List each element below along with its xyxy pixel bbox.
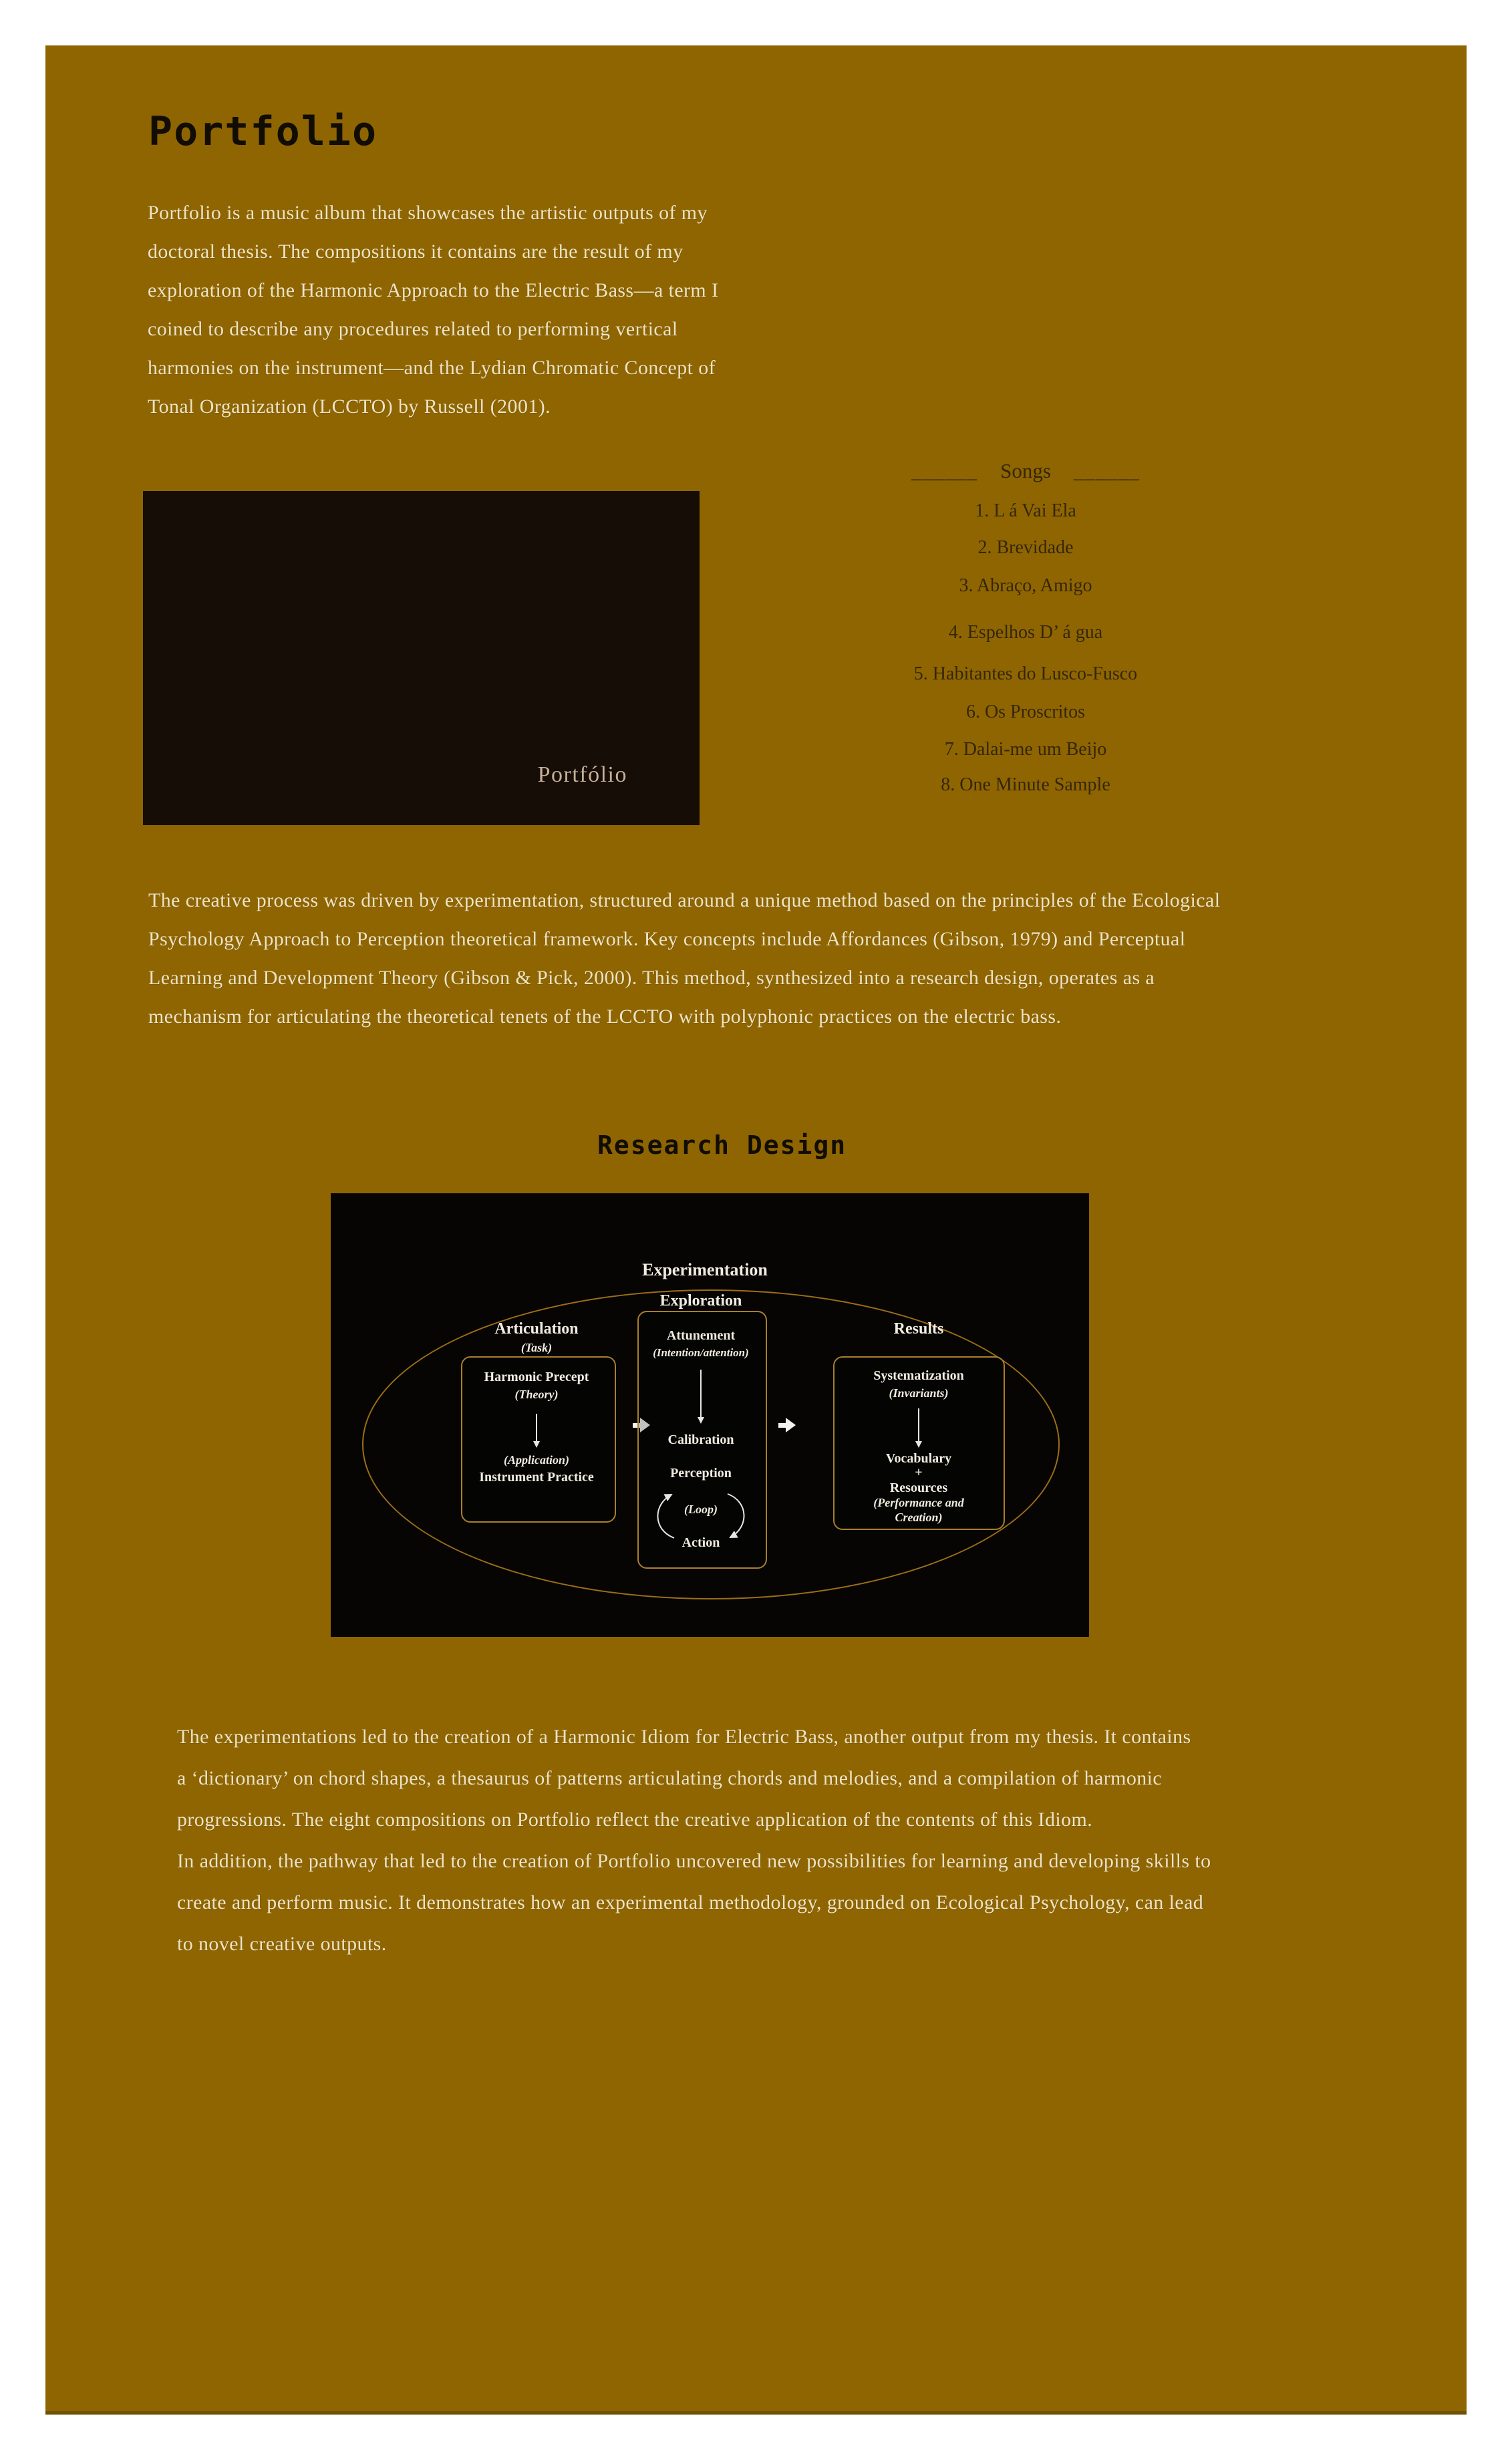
intro-line: Tonal Organization (LCCTO) by Russell (2001). bbox=[148, 396, 551, 418]
songs-heading-rule-left: ______ bbox=[911, 459, 978, 482]
perception-text: Perception bbox=[670, 1466, 732, 1481]
method-paragraph bbox=[148, 881, 1220, 1036]
down-arrow-icon bbox=[536, 1414, 537, 1442]
plus-text: + bbox=[915, 1465, 923, 1480]
song-item: 3. Abraço, Amigo bbox=[959, 575, 1092, 596]
invariants-text: (Invariants) bbox=[889, 1386, 949, 1400]
intro-line: harmonies on the instrument—and the Lydian Chromatic Concept of bbox=[148, 357, 716, 379]
songs-heading-label: Songs bbox=[1000, 459, 1051, 482]
outro-line: a ‘dictionary’ on chord shapes, a thesaurus of patterns articulating chords and melodies, and a compilation of harmonic bbox=[177, 1767, 1163, 1789]
right-arrow-icon bbox=[778, 1418, 796, 1432]
intro-line: exploration of the Harmonic Approach to the Electric Bass—a term I bbox=[148, 279, 719, 301]
resources-text: Resources bbox=[889, 1481, 948, 1495]
outro-line: to novel creative outputs. bbox=[177, 1933, 387, 1955]
harmonic-precept-text: Harmonic Precept bbox=[484, 1370, 589, 1384]
method-line: Learning and Development Theory (Gibson & Pick, 2000). This method, synthesized into a research design, operates as a bbox=[148, 967, 1155, 989]
task-sublabel: (Task) bbox=[520, 1341, 553, 1354]
page-title: Portfolio bbox=[148, 108, 378, 155]
vocabulary-text: Vocabulary bbox=[885, 1451, 952, 1466]
outro-line: The experimentations led to the creation of a Harmonic Idiom for Electric Bass, another output from my thesis. It contains bbox=[177, 1726, 1191, 1748]
method-line: The creative process was driven by experimentation, structured around a unique method based on the principles of the Ecological bbox=[148, 889, 1221, 911]
creation-text: Creation) bbox=[895, 1511, 943, 1524]
song-item: 4. Espelhos D’ á gua bbox=[948, 622, 1103, 643]
song-item: 2. Brevidade bbox=[977, 537, 1074, 558]
down-arrow-icon bbox=[700, 1370, 702, 1418]
outro-line: progressions. The eight compositions on Portfolio reflect the creative application of the contents of this Idiom. bbox=[177, 1809, 1093, 1831]
album-caption: Portfólio bbox=[537, 762, 627, 787]
song-item: 8. One Minute Sample bbox=[941, 774, 1110, 795]
performance-and-text: (Performance and bbox=[873, 1496, 964, 1509]
outro-line: In addition, the pathway that led to the creation of Portfolio uncovered new possibilities for learning and developing skills to bbox=[177, 1850, 1211, 1872]
method-line: Psychology Approach to Perception theoretical framework. Key concepts include Affordances (Gibson, 1979) and Perceptual bbox=[148, 928, 1186, 950]
outro-line: create and perform music. It demonstrates how an experimental methodology, grounded on Ecological Psychology, can lead bbox=[177, 1891, 1204, 1913]
intro-paragraph bbox=[148, 194, 718, 426]
album-cover-image bbox=[143, 491, 700, 825]
content-page bbox=[45, 45, 1467, 2415]
application-text: (Application) bbox=[504, 1453, 569, 1467]
research-diagram bbox=[331, 1193, 1089, 1637]
songs-section bbox=[865, 456, 1186, 798]
results-label: Results bbox=[893, 1320, 944, 1338]
action-text: Action bbox=[682, 1535, 720, 1550]
research-design-heading: Research Design bbox=[597, 1130, 847, 1160]
song-item: 5. Habitantes do Lusco-Fusco bbox=[913, 663, 1138, 684]
songs-heading bbox=[865, 456, 1186, 486]
articulation-label: Articulation bbox=[494, 1320, 579, 1338]
systematization-text: Systematization bbox=[873, 1368, 964, 1383]
intro-line: coined to describe any procedures related to performing vertical bbox=[148, 318, 678, 340]
outro-paragraph bbox=[177, 1716, 1211, 1965]
loop-text: (Loop) bbox=[684, 1503, 718, 1516]
song-item: 7. Dalai-me um Beijo bbox=[944, 739, 1107, 760]
intro-line: doctoral thesis. The compositions it contains are the result of my bbox=[148, 241, 684, 263]
song-item: 1. L á Vai Ela bbox=[975, 500, 1076, 521]
song-list bbox=[865, 498, 1186, 798]
method-line: mechanism for articulating the theoretical tenets of the LCCTO with polyphonic practices on the electric bass. bbox=[148, 1006, 1062, 1028]
intention-attention-text: (Intention/attention) bbox=[653, 1346, 749, 1359]
down-arrow-icon bbox=[918, 1408, 919, 1442]
song-item: 6. Os Proscritos bbox=[965, 702, 1086, 722]
intro-line: Portfolio is a music album that showcases the artistic outputs of my bbox=[148, 202, 708, 224]
exploration-label: Exploration bbox=[659, 1292, 742, 1310]
diagram-top-label: Experimentation bbox=[642, 1260, 768, 1279]
attunement-text: Attunement bbox=[666, 1328, 736, 1343]
instrument-practice-text: Instrument Practice bbox=[479, 1470, 594, 1485]
songs-heading-rule-right: ______ bbox=[1073, 459, 1140, 482]
theory-text: (Theory) bbox=[514, 1388, 559, 1401]
calibration-text: Calibration bbox=[667, 1432, 734, 1447]
